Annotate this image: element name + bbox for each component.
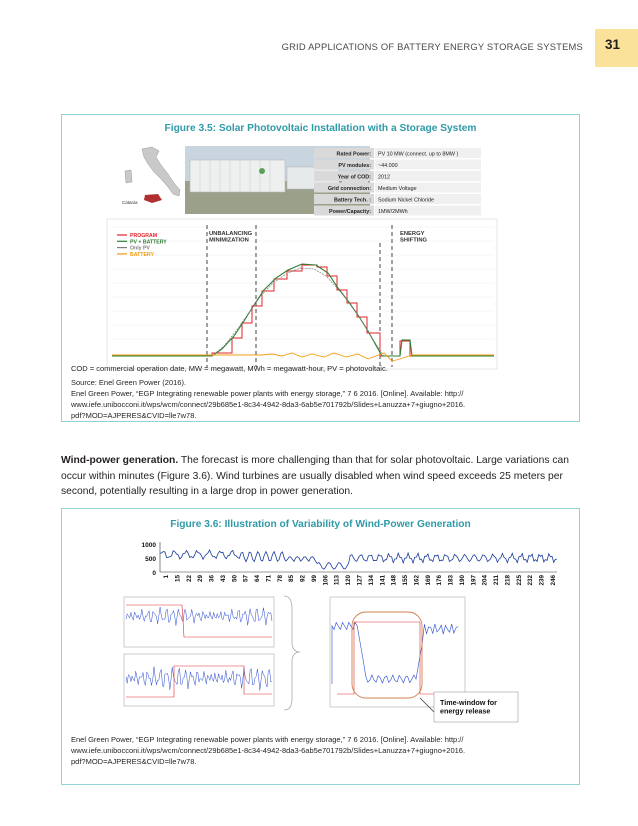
x-tick-label: 120 xyxy=(345,575,353,586)
legend-label: BATTERY xyxy=(130,251,154,258)
x-tick-label: 190 xyxy=(458,575,466,586)
x-tick-label: 64 xyxy=(254,575,262,583)
x-tick-label: 78 xyxy=(276,575,284,583)
spec-value: ~44.000 xyxy=(378,162,398,169)
spec-value: Sodium Nickel Chloride xyxy=(378,197,435,204)
x-tick-label: 197 xyxy=(470,575,478,586)
pv-battery-chart xyxy=(107,219,497,369)
figure-3-6-graphic xyxy=(62,534,581,724)
spec-label: Power/Capacity: xyxy=(329,208,371,215)
reference-line-1: Enel Green Power, “EGP Integrating renewable power plants with energy storage,” 7 6 2016. [Online]. Available: http:// xyxy=(71,735,464,744)
x-tick-label: 106 xyxy=(322,575,330,586)
x-tick-label: 162 xyxy=(413,575,421,586)
spec-label: Year of COD: xyxy=(337,174,371,181)
x-tick-label: 113 xyxy=(333,575,341,586)
map-label: Catania xyxy=(122,200,138,205)
legend-label: PV + BATTERY xyxy=(130,239,167,246)
x-tick-label: 148 xyxy=(390,575,398,586)
subplot-bottom-left xyxy=(124,654,274,706)
x-tick-label: 246 xyxy=(550,575,557,586)
x-tick-label: 183 xyxy=(447,575,455,586)
reference-line-2: www.iefe.unibocconi.it/wps/wcm/connect/29b685e1-8c34-4942-8da3-6ab5e701792b/Slides+Lanuzza+7+giugno+2016. xyxy=(71,746,466,755)
running-header: GRID APPLICATIONS OF BATTERY ENERGY STORAGE SYSTEMS xyxy=(281,41,583,52)
spec-label: Battery Tech. : xyxy=(333,197,371,204)
figure-3-6-title: Figure 3.6: Illustration of Variability of Wind-Power Generation xyxy=(170,519,471,530)
reference-line-3: pdf?MOD=AJPERES&CVID=lle7w78. xyxy=(71,411,197,420)
x-tick-label: 29 xyxy=(197,575,205,583)
x-tick-label: 57 xyxy=(242,575,250,583)
x-tick-label: 36 xyxy=(208,575,216,583)
subplot-top-left xyxy=(124,597,274,647)
x-tick-label: 127 xyxy=(356,575,364,586)
figure-3-6-box xyxy=(61,508,580,785)
spec-value: 1MW/2MWh xyxy=(378,208,408,215)
body-paragraph xyxy=(61,453,581,500)
x-tick-label: 176 xyxy=(436,575,444,586)
x-tick-label: 204 xyxy=(481,575,489,586)
x-tick-label: 85 xyxy=(288,575,296,583)
y-tick-label: 500 xyxy=(145,556,156,563)
y-tick-label: 1000 xyxy=(141,542,156,549)
annotation-unbalancing: UNBALANCING MINIMIZATION xyxy=(209,231,253,244)
x-tick-label: 232 xyxy=(527,575,535,586)
italy-map xyxy=(122,147,180,205)
source-note: Source: Enel Green Power (2016). xyxy=(71,378,187,387)
x-tick-label: 218 xyxy=(504,575,512,586)
zoomed-subplots xyxy=(124,596,518,722)
figure-3-5-notes xyxy=(71,363,465,421)
paragraph-text: The forecast is more challenging than that for solar photovoltaic. Large variations can occur within minutes (Figure 3.6). Wind turbines are usually disabled when wind speed exceeds 25 meters per second, potentially resulting in a large drop in power generation. xyxy=(61,455,569,497)
x-tick-label: 22 xyxy=(185,575,193,583)
spec-value: Medium Voltage xyxy=(378,185,417,192)
x-tick-label: 155 xyxy=(402,575,410,586)
bracket xyxy=(284,596,300,710)
x-tick-label: 211 xyxy=(493,575,501,586)
series-wind-power xyxy=(160,550,557,569)
y-tick-label: 0 xyxy=(152,570,156,577)
paragraph-lead: Wind-power generation. xyxy=(61,455,179,466)
spec-value-cell xyxy=(375,171,481,181)
x-tick-label: 1 xyxy=(163,575,170,579)
x-tick-label: 71 xyxy=(265,575,273,583)
wind-power-chart xyxy=(142,542,557,586)
legend-label: Only PV xyxy=(130,245,150,252)
x-tick-label: 15 xyxy=(174,575,182,583)
callout-text: Time-window for energy release xyxy=(440,698,497,716)
x-tick-label: 99 xyxy=(310,575,318,583)
spec-label: Grid connection: xyxy=(327,185,371,192)
annotation-energy-shifting: ENERGY SHIFTING xyxy=(400,231,428,244)
spec-value: 2012 xyxy=(378,174,390,181)
x-tick-label: 92 xyxy=(299,575,307,583)
x-tick-label: 239 xyxy=(538,575,546,586)
subplot-zoom xyxy=(330,597,465,707)
x-tick-label: 134 xyxy=(367,575,375,586)
sicily-highlight xyxy=(144,194,162,203)
legend-label: PROGRAM xyxy=(130,233,158,239)
spec-label: PV modules: xyxy=(338,162,371,169)
spec-value: PV 10 MW (connect. up to 8MW ) xyxy=(378,151,459,158)
x-tick-label: 50 xyxy=(231,575,239,583)
figure-3-5-title: Figure 3.5: Solar Photovoltaic Installation with a Storage System xyxy=(164,123,477,134)
x-tick-label: 43 xyxy=(219,575,227,583)
x-tick-label: 225 xyxy=(515,575,523,586)
figure-3-5-graphic xyxy=(62,143,581,371)
figure-3-6-notes xyxy=(71,734,465,767)
figure-3-5-box xyxy=(61,114,580,422)
reference-line-3: pdf?MOD=AJPERES&CVID=lle7w78. xyxy=(71,757,197,766)
reference-line-1: Enel Green Power, “EGP Integrating renewable power plants with energy storage,” 7 6 2016. [Online]. Available: http:// xyxy=(71,389,464,398)
reference-line-2: www.iefe.unibocconi.it/wps/wcm/connect/29b685e1-8c34-4942-8da3-6ab5e701792b/Slides+Lanuzza+7+giugno+2016. xyxy=(71,400,466,409)
x-tick-label: 141 xyxy=(379,575,387,586)
spec-label: Rated Power: xyxy=(336,151,371,158)
abbreviations-note: COD = commercial operation date, MW = megawatt, MWh = megawatt-hour, PV = photovoltaic. xyxy=(71,364,388,373)
x-tick-label: 169 xyxy=(424,575,432,586)
page-number: 31 xyxy=(605,37,621,52)
